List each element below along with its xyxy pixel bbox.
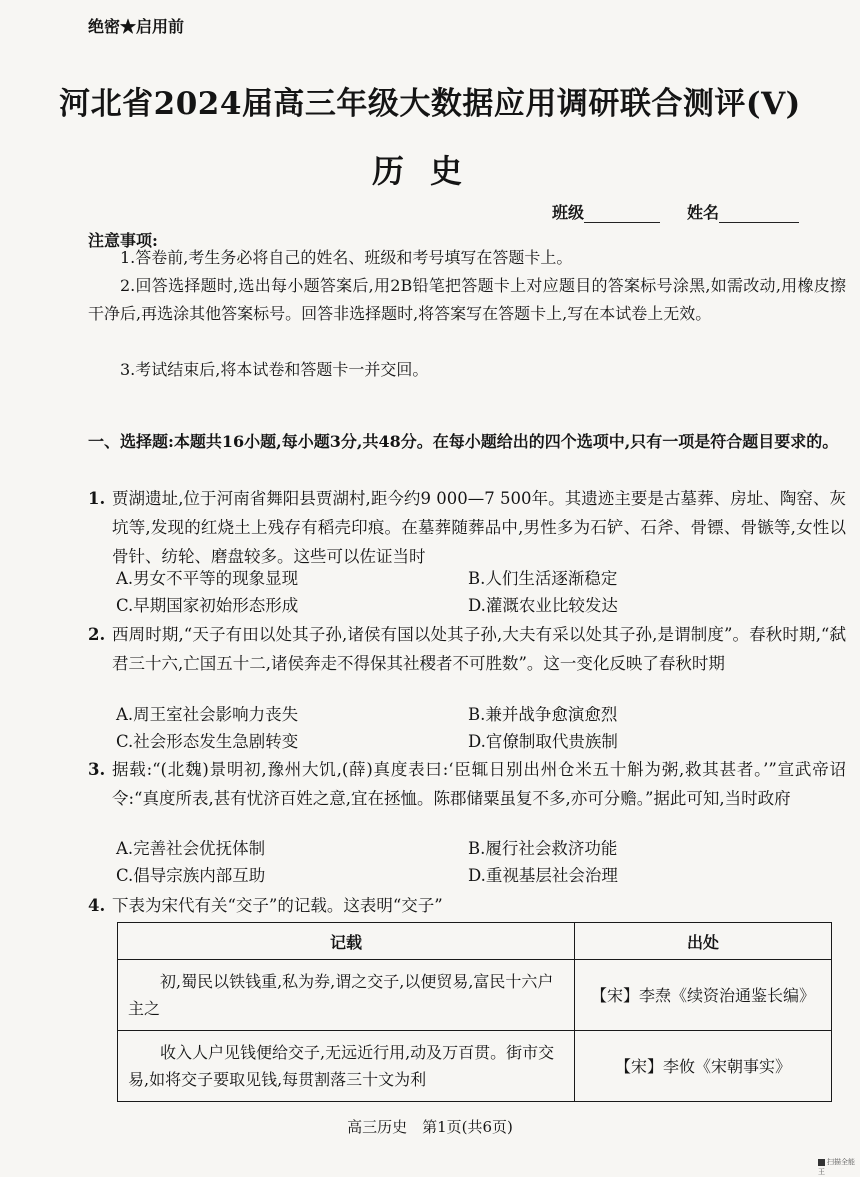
option-b[interactable]: B.兼并战争愈演愈烈 [468,705,618,724]
notice-item: 1.答卷前,考生务必将自己的姓名、班级和考号填写在答题卡上。 [120,248,573,267]
question-stem: 据载:“(北魏)景明初,豫州大饥,(薛)真度表曰:‘臣辄日别出州仓米五十斛为粥,救其甚者。’”宣武帝诏令:“真度所表,甚有忧济百姓之意,宜在拯恤。陈郡储粟虽复不多,亦可分赡。”据此可知,当时政府 [112,760,846,808]
name-field [687,200,799,223]
table-cell-source: 【宋】李焘《续资治通鉴长编》 [575,960,832,1031]
table-header: 记载 [118,923,575,960]
scanner-stamp [818,1157,860,1177]
question-number: 4. [88,896,106,915]
table-header: 出处 [575,923,832,960]
source-table [117,922,832,1102]
exam-title: 河北省2024届高三年级大数据应用调研联合测评(Ⅴ) [59,86,801,122]
option-b[interactable]: B.履行社会救济功能 [468,839,618,858]
section-heading [88,427,846,456]
secret-label: 绝密★启用前 [88,17,185,36]
question-stem: 西周时期,“天子有田以处其子孙,诸侯有国以处其子孙,大夫有采以处其子孙,是谓制度”。春秋时期,“弑君三十六,亡国五十二,诸侯奔走不得保其社稷者不可胜数”。这一变化反映了春秋时期 [112,625,846,673]
option-d[interactable]: D.重视基层社会治理 [468,866,618,885]
option-c[interactable]: C.社会形态发生急剧转变 [116,732,299,751]
option-d[interactable]: D.官僚制取代贵族制 [468,732,618,751]
name-label: 姓名 [687,203,720,222]
class-field [552,200,660,223]
scanner-logo-icon [818,1159,825,1166]
table-cell-record: 收入人户见钱便给交子,无远近行用,动及万百贯。街市交易,如将交子要取见钱,每贯割落三十文为利 [118,1031,575,1102]
page-footer: 高三历史 第1页(共6页) [347,1118,513,1136]
table-row [118,1031,832,1102]
scanner-stamp-text: 扫描全能王 [818,1158,855,1176]
table-cell-source: 【宋】李攸《宋朝事实》 [575,1031,832,1102]
question-3 [88,755,846,813]
option-b[interactable]: B.人们生活逐渐稳定 [468,569,618,588]
option-c[interactable]: C.倡导宗族内部互助 [116,866,266,885]
question-number: 2. [88,625,106,644]
option-a[interactable]: A.完善社会优抚体制 [116,839,266,858]
question-number: 3. [88,760,106,779]
notice-item: 2.回答选择题时,选出每小题答案后,用2B铅笔把答题卡上对应题目的答案标号涂黑,如需改动,用橡皮擦干净后,再选涂其他答案标号。回答非选择题时,将答案写在答题卡上,写在本试卷上无效。 [88,276,846,323]
table-header-row [118,923,832,960]
question-1 [88,484,846,571]
option-a[interactable]: A.男女不平等的现象显现 [116,569,299,588]
question-2 [88,620,846,678]
question-4 [88,891,846,920]
question-stem: 贾湖遗址,位于河南省舞阳县贾湖村,距今约9 000—7 500年。其遗迹主要是古墓葬、房址、陶窑、灰坑等,发现的红烧土上残存有稻壳印痕。在墓葬随葬品中,男性多为石铲、石斧、骨镖、骨镞等,女性以骨针、纺轮、磨盘较多。这些可以佐证当时 [112,489,846,566]
class-label: 班级 [552,203,585,222]
class-blank-line[interactable] [584,204,660,223]
notice-heading: 注意事项: [88,231,158,250]
table-row [118,960,832,1031]
option-a[interactable]: A.周王室社会影响力丧失 [116,705,299,724]
question-number: 1. [88,489,106,508]
name-blank-line[interactable] [719,204,799,223]
question-stem: 下表为宋代有关“交子”的记载。这表明“交子” [112,896,443,915]
notice-item: 3.考试结束后,将本试卷和答题卡一并交回。 [120,360,429,379]
subject-title: 历史 [371,152,488,190]
section-heading-text: 一、选择题:本题共16小题,每小题3分,共48分。在每小题给出的四个选项中,只有一项是符合题目要求的。 [88,432,839,451]
table-cell-record: 初,蜀民以铁钱重,私为券,谓之交子,以便贸易,富民十六户主之 [118,960,575,1031]
option-d[interactable]: D.灌溉农业比较发达 [468,596,618,615]
option-c[interactable]: C.早期国家初始形态形成 [116,596,299,615]
